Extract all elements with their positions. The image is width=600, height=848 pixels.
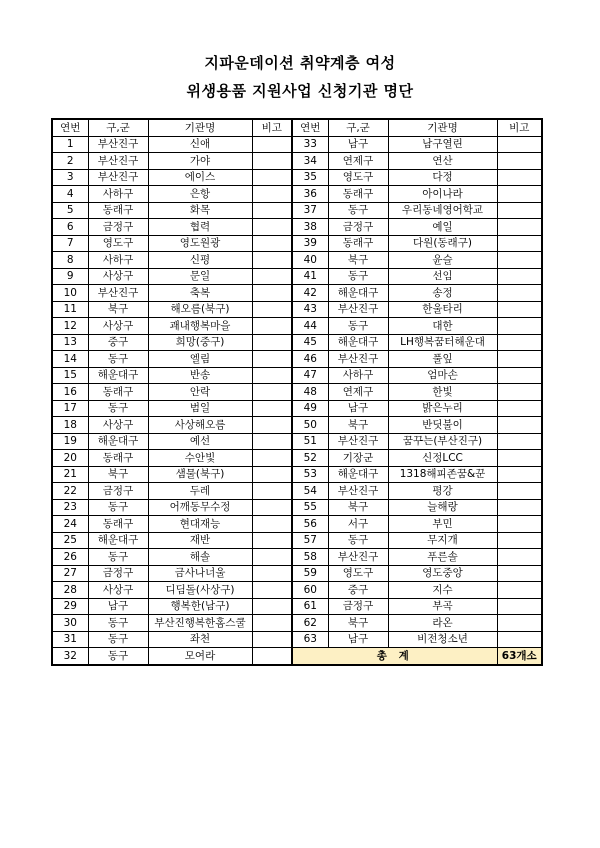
row-institution-name: 푸른솔	[388, 549, 497, 566]
row-note	[252, 367, 292, 384]
table-header-row	[52, 119, 542, 136]
row-district: 동구	[88, 615, 148, 632]
row-note	[252, 532, 292, 549]
row-institution-name: 대한	[388, 318, 497, 335]
row-number: 22	[52, 483, 88, 500]
row-institution-name: 재반	[148, 532, 252, 549]
row-note	[497, 483, 542, 500]
row-district: 영도구	[328, 169, 388, 186]
row-institution-name: 반딧불이	[388, 417, 497, 434]
row-district: 사상구	[88, 417, 148, 434]
row-number: 2	[52, 153, 88, 170]
row-institution-name: 아이나라	[388, 186, 497, 203]
row-number: 44	[292, 318, 328, 335]
row-note	[252, 268, 292, 285]
row-district: 동구	[328, 318, 388, 335]
row-note	[497, 351, 542, 368]
row-district: 해운대구	[88, 367, 148, 384]
row-district: 사하구	[88, 186, 148, 203]
row-district: 동구	[88, 549, 148, 566]
row-number: 40	[292, 252, 328, 269]
row-note	[252, 615, 292, 632]
row-note	[497, 252, 542, 269]
row-institution-name: 늘해랑	[388, 499, 497, 516]
row-institution-name: 선임	[388, 268, 497, 285]
row-institution-name: 엄마손	[388, 367, 497, 384]
row-district: 북구	[328, 417, 388, 434]
row-note	[252, 202, 292, 219]
row-district: 부산진구	[328, 433, 388, 450]
row-institution-name: 협력	[148, 219, 252, 236]
row-number: 57	[292, 532, 328, 549]
row-number: 24	[52, 516, 88, 533]
row-district: 동구	[88, 400, 148, 417]
row-district: 금정구	[88, 565, 148, 582]
row-institution-name: 디딤돌(사상구)	[148, 582, 252, 599]
row-institution-name: 화목	[148, 202, 252, 219]
row-number: 21	[52, 466, 88, 483]
header-name: 기관명	[148, 119, 252, 136]
row-note	[252, 186, 292, 203]
row-institution-name: 부민	[388, 516, 497, 533]
row-number: 48	[292, 384, 328, 401]
row-institution-name: 지수	[388, 582, 497, 599]
row-note	[497, 334, 542, 351]
row-note	[252, 169, 292, 186]
row-district: 부산진구	[88, 136, 148, 153]
row-institution-name: 영도원광	[148, 235, 252, 252]
row-number: 47	[292, 367, 328, 384]
row-institution-name: 안락	[148, 384, 252, 401]
row-note	[252, 483, 292, 500]
row-institution-name: 연산	[388, 153, 497, 170]
row-district: 동구	[328, 268, 388, 285]
row-district: 북구	[328, 252, 388, 269]
row-number: 29	[52, 598, 88, 615]
row-number: 55	[292, 499, 328, 516]
row-number: 5	[52, 202, 88, 219]
header-gu: 구,군	[328, 119, 388, 136]
row-number: 13	[52, 334, 88, 351]
row-institution-name: 문일	[148, 268, 252, 285]
row-district: 북구	[88, 301, 148, 318]
row-district: 남구	[328, 136, 388, 153]
row-district: 동래구	[88, 450, 148, 467]
document-title-line1: 지파운데이션 취약계층 여성	[204, 54, 396, 72]
row-note	[252, 252, 292, 269]
row-institution-name: 사상해오름	[148, 417, 252, 434]
table-row	[52, 235, 542, 252]
row-district: 해운대구	[88, 532, 148, 549]
row-institution-name: 해솔	[148, 549, 252, 566]
row-number: 31	[52, 631, 88, 648]
row-note	[497, 466, 542, 483]
row-district: 금정구	[328, 219, 388, 236]
row-note	[497, 532, 542, 549]
table-row	[52, 598, 542, 615]
row-district: 영도구	[88, 235, 148, 252]
row-district: 부산진구	[328, 301, 388, 318]
row-note	[497, 631, 542, 648]
institution-table	[51, 118, 543, 666]
row-note	[497, 582, 542, 599]
row-note	[252, 565, 292, 582]
row-district: 남구	[328, 631, 388, 648]
row-district: 북구	[328, 499, 388, 516]
table-row	[52, 400, 542, 417]
row-institution-name: 두레	[148, 483, 252, 500]
row-district: 연제구	[328, 153, 388, 170]
row-number: 39	[292, 235, 328, 252]
row-number: 3	[52, 169, 88, 186]
row-institution-name: 우리동네영어학교	[388, 202, 497, 219]
row-district: 부산진구	[328, 351, 388, 368]
row-institution-name: 범일	[148, 400, 252, 417]
row-district: 해운대구	[328, 466, 388, 483]
row-note	[252, 153, 292, 170]
table-row	[52, 384, 542, 401]
row-institution-name: 수안빛	[148, 450, 252, 467]
row-number: 32	[52, 648, 88, 665]
row-number: 6	[52, 219, 88, 236]
row-district: 남구	[328, 400, 388, 417]
row-note	[497, 318, 542, 335]
row-note	[497, 169, 542, 186]
table-row	[52, 565, 542, 582]
row-institution-name: 부곡	[388, 598, 497, 615]
row-number: 10	[52, 285, 88, 302]
row-note	[252, 450, 292, 467]
row-number: 14	[52, 351, 88, 368]
row-note	[497, 301, 542, 318]
row-number: 56	[292, 516, 328, 533]
row-number: 28	[52, 582, 88, 599]
row-number: 36	[292, 186, 328, 203]
row-number: 61	[292, 598, 328, 615]
row-note	[497, 202, 542, 219]
row-institution-name: 샘물(북구)	[148, 466, 252, 483]
row-institution-name: 현대재능	[148, 516, 252, 533]
row-number: 27	[52, 565, 88, 582]
row-institution-name: 희망(중구)	[148, 334, 252, 351]
row-note	[497, 136, 542, 153]
row-note	[497, 285, 542, 302]
row-institution-name: 괘내행복마을	[148, 318, 252, 335]
row-institution-name: 꿈꾸는(부산진구)	[388, 433, 497, 450]
row-number: 52	[292, 450, 328, 467]
row-district: 사상구	[88, 318, 148, 335]
row-note	[252, 417, 292, 434]
table-row	[52, 268, 542, 285]
row-note	[497, 433, 542, 450]
row-district: 사상구	[88, 268, 148, 285]
row-district: 금정구	[328, 598, 388, 615]
row-number: 38	[292, 219, 328, 236]
row-institution-name: 남구열린	[388, 136, 497, 153]
table-row	[52, 252, 542, 269]
row-district: 북구	[88, 466, 148, 483]
table-row	[52, 219, 542, 236]
row-note	[252, 466, 292, 483]
table-row	[52, 153, 542, 170]
table-row	[52, 433, 542, 450]
row-district: 동구	[88, 648, 148, 665]
table-row	[52, 202, 542, 219]
row-number: 63	[292, 631, 328, 648]
row-district: 동구	[328, 202, 388, 219]
row-district: 사하구	[88, 252, 148, 269]
row-district: 동래구	[88, 202, 148, 219]
header-gu: 구,군	[88, 119, 148, 136]
row-institution-name: 한빛	[388, 384, 497, 401]
row-number: 50	[292, 417, 328, 434]
table-row	[52, 532, 542, 549]
row-number: 26	[52, 549, 88, 566]
row-institution-name: 라온	[388, 615, 497, 632]
row-note	[497, 268, 542, 285]
row-district: 동구	[88, 631, 148, 648]
table-row	[52, 483, 542, 500]
table-row	[52, 499, 542, 516]
row-number: 54	[292, 483, 328, 500]
row-district: 북구	[328, 615, 388, 632]
row-note	[497, 598, 542, 615]
header-note: 비고	[497, 119, 542, 136]
row-institution-name: 윤슬	[388, 252, 497, 269]
row-note	[252, 351, 292, 368]
table-row	[52, 582, 542, 599]
table-row	[52, 466, 542, 483]
row-note	[497, 367, 542, 384]
row-note	[497, 186, 542, 203]
row-note	[252, 598, 292, 615]
row-institution-name: 해오름(북구)	[148, 301, 252, 318]
row-note	[252, 648, 292, 665]
row-district: 해운대구	[328, 285, 388, 302]
header-no: 연번	[52, 119, 88, 136]
row-institution-name: 에이스	[148, 169, 252, 186]
row-district: 중구	[88, 334, 148, 351]
row-note	[252, 549, 292, 566]
row-number: 62	[292, 615, 328, 632]
row-institution-name: 예일	[388, 219, 497, 236]
row-institution-name: 가야	[148, 153, 252, 170]
row-note	[497, 400, 542, 417]
table-row	[52, 631, 542, 648]
table-row	[52, 516, 542, 533]
table-row	[52, 615, 542, 632]
row-institution-name: 풀잎	[388, 351, 497, 368]
row-note	[252, 384, 292, 401]
table-row	[52, 417, 542, 434]
row-institution-name: 금사나너울	[148, 565, 252, 582]
row-note	[497, 219, 542, 236]
row-district: 부산진구	[88, 169, 148, 186]
table-row	[52, 334, 542, 351]
row-number: 51	[292, 433, 328, 450]
row-number: 20	[52, 450, 88, 467]
header-name: 기관명	[388, 119, 497, 136]
row-district: 영도구	[328, 565, 388, 582]
row-institution-name: 어깨동무수정	[148, 499, 252, 516]
row-institution-name: 송정	[388, 285, 497, 302]
table-row	[52, 186, 542, 203]
row-number: 7	[52, 235, 88, 252]
row-number: 35	[292, 169, 328, 186]
row-district: 금정구	[88, 483, 148, 500]
row-note	[252, 516, 292, 533]
row-number: 1	[52, 136, 88, 153]
table-row	[52, 367, 542, 384]
row-note	[497, 153, 542, 170]
table-row	[52, 301, 542, 318]
row-institution-name: 신정LCC	[388, 450, 497, 467]
row-district: 동래구	[328, 235, 388, 252]
row-note	[497, 615, 542, 632]
table-row	[52, 169, 542, 186]
row-institution-name: 영도중앙	[388, 565, 497, 582]
row-number: 33	[292, 136, 328, 153]
row-number: 60	[292, 582, 328, 599]
row-institution-name: LH행복꿈터해운대	[388, 334, 497, 351]
row-institution-name: 무지개	[388, 532, 497, 549]
row-number: 17	[52, 400, 88, 417]
row-note	[252, 136, 292, 153]
header-note: 비고	[252, 119, 292, 136]
row-district: 부산진구	[88, 285, 148, 302]
row-number: 25	[52, 532, 88, 549]
table-row	[52, 450, 542, 467]
row-district: 동구	[88, 499, 148, 516]
row-institution-name: 비전청소년	[388, 631, 497, 648]
row-number: 41	[292, 268, 328, 285]
table-row	[52, 285, 542, 302]
row-district: 부산진구	[88, 153, 148, 170]
row-note	[252, 235, 292, 252]
row-district: 해운대구	[328, 334, 388, 351]
row-district: 부산진구	[328, 549, 388, 566]
row-number: 8	[52, 252, 88, 269]
row-district: 기장군	[328, 450, 388, 467]
row-institution-name: 모여라	[148, 648, 252, 665]
row-note	[252, 582, 292, 599]
row-note	[497, 450, 542, 467]
row-note	[252, 301, 292, 318]
row-district: 동래구	[328, 186, 388, 203]
row-district: 금정구	[88, 219, 148, 236]
row-number: 42	[292, 285, 328, 302]
row-note	[252, 219, 292, 236]
row-district: 사상구	[88, 582, 148, 599]
row-district: 동래구	[88, 516, 148, 533]
row-institution-name: 좌천	[148, 631, 252, 648]
row-note	[252, 285, 292, 302]
row-number: 30	[52, 615, 88, 632]
row-note	[252, 318, 292, 335]
row-institution-name: 엘림	[148, 351, 252, 368]
row-number: 9	[52, 268, 88, 285]
row-district: 부산진구	[328, 483, 388, 500]
table-row	[52, 136, 542, 153]
row-note	[252, 631, 292, 648]
row-institution-name: 한울타리	[388, 301, 497, 318]
row-note	[252, 334, 292, 351]
row-note	[497, 384, 542, 401]
row-institution-name: 행복한(남구)	[148, 598, 252, 615]
row-number: 4	[52, 186, 88, 203]
row-institution-name: 부산진행복한홈스쿨	[148, 615, 252, 632]
row-institution-name: 평강	[388, 483, 497, 500]
row-institution-name: 축복	[148, 285, 252, 302]
row-note	[252, 400, 292, 417]
row-institution-name: 다정	[388, 169, 497, 186]
total-label: 총 계	[292, 648, 497, 665]
row-note	[497, 549, 542, 566]
row-number: 58	[292, 549, 328, 566]
row-note	[252, 499, 292, 516]
row-district: 사하구	[328, 367, 388, 384]
row-number: 46	[292, 351, 328, 368]
row-institution-name: 예선	[148, 433, 252, 450]
row-institution-name: 은항	[148, 186, 252, 203]
row-institution-name: 신애	[148, 136, 252, 153]
row-note	[497, 417, 542, 434]
row-number: 19	[52, 433, 88, 450]
row-note	[497, 565, 542, 582]
row-note	[252, 433, 292, 450]
row-district: 연제구	[328, 384, 388, 401]
row-note	[497, 499, 542, 516]
row-number: 11	[52, 301, 88, 318]
row-number: 37	[292, 202, 328, 219]
row-number: 43	[292, 301, 328, 318]
row-district: 동구	[328, 532, 388, 549]
row-district: 해운대구	[88, 433, 148, 450]
total-value: 63개소	[497, 648, 542, 665]
table-row	[52, 318, 542, 335]
row-district: 동구	[88, 351, 148, 368]
row-number: 15	[52, 367, 88, 384]
document-title-line2: 위생용품 지원사업 신청기관 명단	[186, 82, 414, 100]
table-row	[52, 549, 542, 566]
table-row	[52, 648, 542, 665]
row-note	[497, 235, 542, 252]
row-institution-name: 다원(동래구)	[388, 235, 497, 252]
row-number: 18	[52, 417, 88, 434]
row-district: 중구	[328, 582, 388, 599]
table-row	[52, 351, 542, 368]
row-number: 49	[292, 400, 328, 417]
row-number: 23	[52, 499, 88, 516]
row-note	[497, 516, 542, 533]
row-institution-name: 신평	[148, 252, 252, 269]
row-institution-name: 1318해피존꿈&꾼	[388, 466, 497, 483]
row-district: 남구	[88, 598, 148, 615]
row-district: 동래구	[88, 384, 148, 401]
row-institution-name: 반송	[148, 367, 252, 384]
row-number: 16	[52, 384, 88, 401]
row-district: 서구	[328, 516, 388, 533]
row-institution-name: 밝은누리	[388, 400, 497, 417]
row-number: 59	[292, 565, 328, 582]
row-number: 34	[292, 153, 328, 170]
row-number: 12	[52, 318, 88, 335]
row-number: 53	[292, 466, 328, 483]
row-number: 45	[292, 334, 328, 351]
header-no: 연번	[292, 119, 328, 136]
